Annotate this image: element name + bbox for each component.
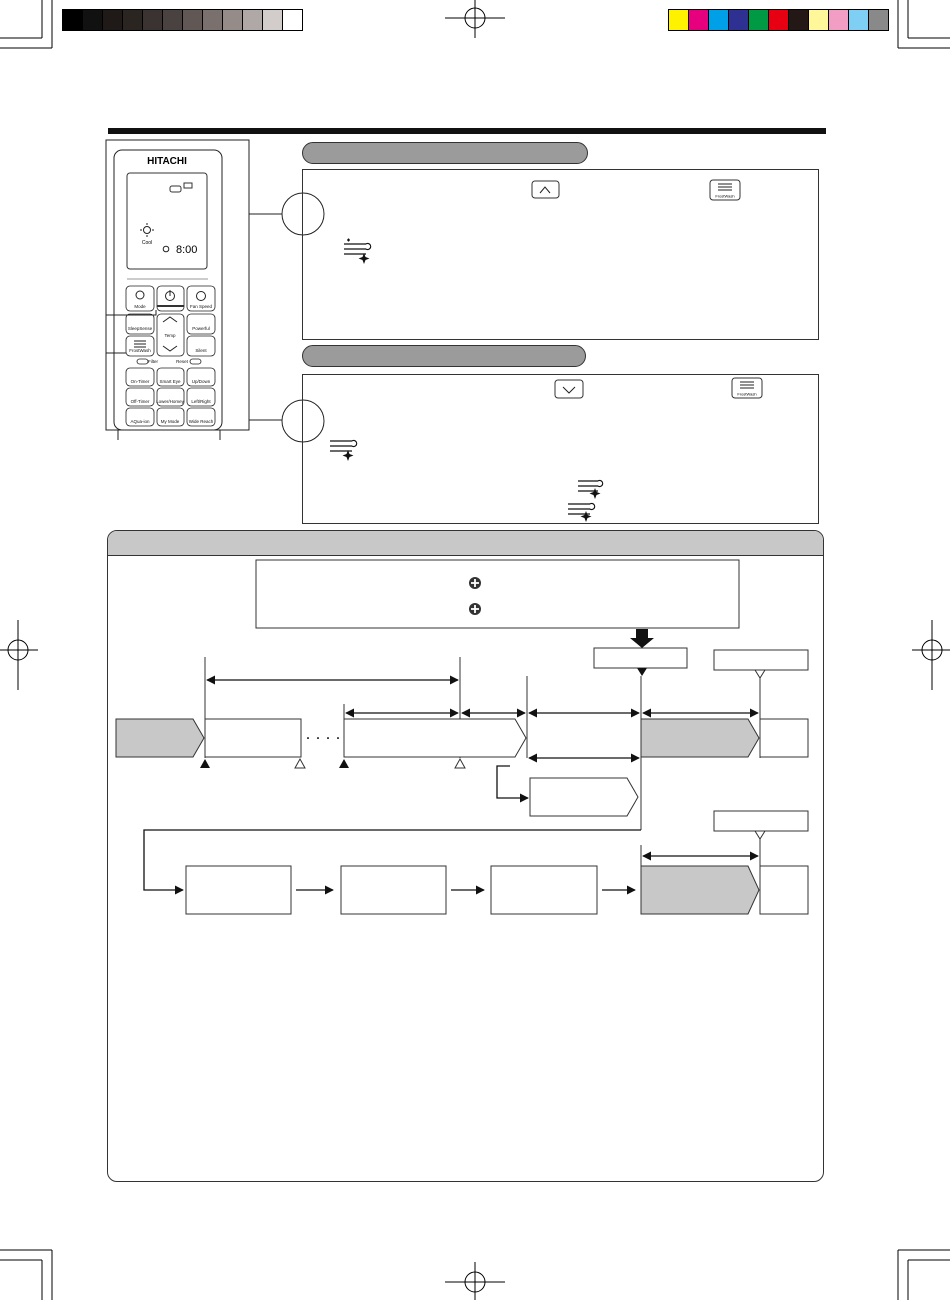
flow-step-a (205, 719, 301, 757)
svg-text:On-Timer: On-Timer (130, 379, 150, 384)
flow-step-frostwash-2 (641, 866, 759, 914)
svg-text:SleepSense: SleepSense (127, 326, 153, 331)
svg-text:Off-Timer: Off-Timer (130, 399, 150, 404)
svg-text:Wide Reach: Wide Reach (188, 419, 214, 424)
svg-text:8:00: 8:00 (176, 244, 198, 256)
svg-text:Up/Down: Up/Down (191, 379, 211, 384)
flow-step-end-1 (760, 719, 808, 757)
svg-text:Filter: Filter (148, 359, 158, 364)
flow-step-d (341, 866, 446, 914)
svg-text:Silent: Silent (195, 348, 207, 353)
flow-step-e (491, 866, 597, 914)
flow-dots: ・・・・ (303, 734, 343, 745)
conditions-box (256, 560, 739, 628)
svg-text:Temp: Temp (164, 333, 176, 338)
flow-step-b (344, 719, 526, 757)
flow-step-branch (530, 778, 638, 816)
svg-text:FrostWash: FrostWash (715, 193, 735, 199)
svg-text:Mode: Mode (134, 304, 146, 309)
svg-text:Smart Eye: Smart Eye (159, 379, 181, 384)
svg-text:FrostWash: FrostWash (129, 348, 151, 353)
flow-step-start (116, 719, 204, 757)
end-label-box-1 (714, 650, 808, 670)
svg-text:Lower/Homey: Lower/Homey (156, 399, 184, 404)
svg-text:Powerful: Powerful (192, 326, 210, 331)
flow-step-frostwash (641, 719, 759, 757)
svg-text:Cool: Cool (141, 240, 153, 246)
flow-step-end-2 (760, 866, 808, 914)
start-label-box (594, 648, 687, 668)
end-label-box-2 (714, 811, 808, 831)
plus-circle-icon (469, 577, 481, 589)
start-arrow-icon (630, 629, 654, 648)
svg-text:FrostWash: FrostWash (737, 391, 757, 397)
svg-text:Left/Right: Left/Right (191, 399, 211, 404)
svg-text:AQua-ion: AQua-ion (130, 419, 150, 424)
svg-text:Fan Speed: Fan Speed (189, 304, 213, 309)
plus-circle-icon-2 (469, 603, 481, 615)
svg-text:Reset: Reset (176, 359, 188, 364)
remote-brand: HITACHI (147, 156, 187, 167)
svg-text:My Mode: My Mode (160, 419, 180, 424)
flow-step-c (186, 866, 291, 914)
